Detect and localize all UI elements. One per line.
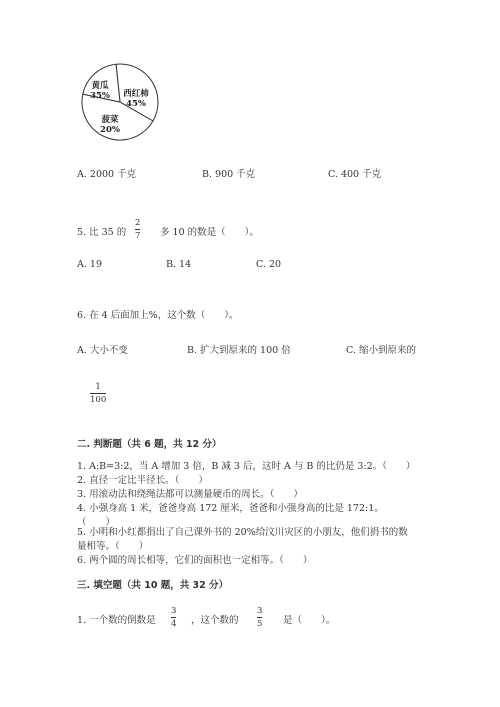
s3-f2-num: 3 <box>257 606 263 616</box>
q6-fraction <box>90 382 106 405</box>
pie-value-label-1: 45% <box>126 99 146 109</box>
q6-option-b: B. 扩大到原来的 100 倍 <box>187 345 291 356</box>
s2-item-4-cont: （ ） <box>77 517 116 528</box>
s3-f1-den: 4 <box>171 619 177 629</box>
q5-stem-b: 多 10 的数是（ ）。 <box>160 227 259 238</box>
section-2-title: 二. 判断题（共 6 题，共 12 分） <box>77 439 222 450</box>
s3-f1-num: 3 <box>171 606 177 616</box>
q5-option-c: C. 20 <box>256 259 282 270</box>
q5-option-a: A. 19 <box>77 259 102 270</box>
section-3-title: 三. 填空题（共 10 题，共 32 分） <box>77 580 229 591</box>
q5-option-b: B. 14 <box>166 259 192 270</box>
s3-q1-c: 是（ ）。 <box>283 615 336 626</box>
pie-label-1: 西红柿 <box>123 89 149 99</box>
q5-frac-num: 2 <box>135 218 141 228</box>
s2-item-5-cont: 量相等。（ ） <box>77 541 149 552</box>
q6-option-a: A. 大小不变 <box>77 345 128 356</box>
s2-item-5: 5. 小明和小红都捐出了自己课外书的 20%给汶川灾区的小朋友，他们捐书的数 <box>77 527 408 538</box>
q5-frac-den: 7 <box>135 231 141 241</box>
q6-option-c: C. 缩小到原来的 <box>346 345 416 356</box>
s2-item-6: 6. 两个圆的周长相等，它们的面积也一定相等。（ ） <box>77 555 313 566</box>
q5-fraction <box>135 218 140 241</box>
pie-label-2: 菠菜 <box>101 115 119 125</box>
q4-option-a: A. 2000 千克 <box>77 169 137 180</box>
s3-q1-fraction-2 <box>257 606 262 629</box>
s3-q1-fraction-1 <box>171 606 176 629</box>
s2-item-2: 2. 直径一定比半径长。（ ） <box>77 475 208 486</box>
pie-value-label-0: 35% <box>90 91 110 101</box>
pie-chart <box>80 62 160 142</box>
q5-stem-a: 5. 比 35 的 <box>77 227 127 238</box>
s3-f2-den: 5 <box>257 619 263 629</box>
q6-frac-den: 100 <box>90 395 107 405</box>
s2-item-3: 3. 用滚动法和绕绳法都可以测量硬币的周长。（ ） <box>77 489 303 500</box>
s3-q1-a: 1. 一个数的倒数是 <box>77 615 156 626</box>
q6-frac-num: 1 <box>95 382 101 392</box>
q4-option-c: C. 400 千克 <box>328 169 382 180</box>
s2-item-4: 4. 小强身高 1 米，爸爸身高 172 厘米，爸爸和小强身高的比是 172:1。 <box>77 503 384 514</box>
q4-option-b: B. 900 千克 <box>202 169 256 180</box>
pie-value-label-2: 20% <box>100 125 120 135</box>
s3-q1-b: ，这个数的 <box>191 615 239 626</box>
pie-label-0: 黄瓜 <box>91 81 109 91</box>
q6-stem: 6. 在 4 后面加上%，这个数（ ）。 <box>77 310 239 321</box>
s2-item-1: 1. A:B=3:2，当 A 增加 3 倍，B 减 3 后，这时 A 与 B 的比仍是 3:2。（ ） <box>77 461 416 472</box>
